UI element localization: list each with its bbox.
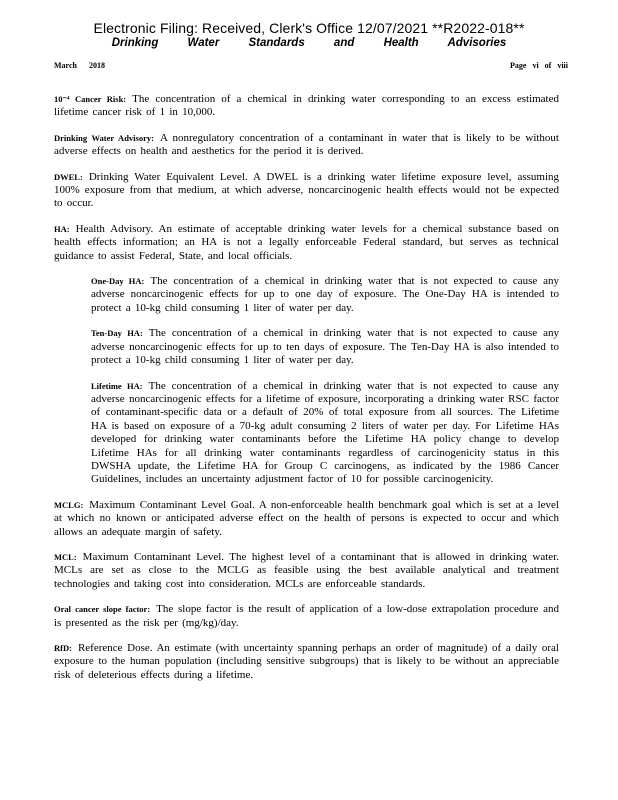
glossary-definition: Reference Dose. An estimate (with uncertainty spanning perhaps an order of magnitude) of a daily oral exposure to the human population (including sensitive subgroups) that is likely to be without an appreciable risk of deleterious effects during a lifetime. [54,642,559,681]
glossary-term: Lifetime HA: [91,380,143,391]
glossary-entry-mcl [54,551,559,591]
glossary-definition: The concentration of a chemical in drinking water that is not expected to cause any adverse noncarcinogenic effects for up to one day of exposure. The One-Day HA is intended to protect a 10-kg child consuming 1 liter of water per day. [91,275,559,314]
filing-stamp: Electronic Filing: Received, Clerk's Office 12/07/2021 **R2022-018** [93,20,525,36]
glossary-definition: A nonregulatory concentration of a contaminant in water that is likely to be without adverse effects on health and aesthetics for the period it is derived. [54,131,559,158]
glossary-definition: Maximum Contaminant Level Goal. A non-enforceable health benchmark goal which is set at a level at which no known or anticipated adverse effect on the health of persons is expected to occur and which allows an adequate margin of safety. [54,498,559,538]
glossary-term: MCLG: [54,499,84,510]
glossary-entry-lifetime-ha [91,380,559,487]
glossary [54,93,559,694]
glossary-entry-one-day-ha [91,275,559,315]
glossary-definition: The concentration of a chemical in drinking water that is not expected to cause any adverse noncarcinogenic effects for a lifetime of exposure, incorporating a drinking water RSC factor of contaminant-specific data or a default of 20% of total exposure from all sources. The Lifetime HA is based on exposure of a 70-kg adult consuming 2 liters of water per day. For Lifetime HAs developed for drinking water contaminants before the Lifetime HA policy change to develop Lifetime HAs for all drinking water contaminants regardless of carcinogenicity status in this DWSHA update, the Lifetime HA for Group C carcinogens, as indicated by the 1986 Cancer Guidelines, includes an uncertainty adjustment factor of 10 for possible carcinogenicity. [91,379,559,486]
glossary-term: Oral cancer slope factor: [54,604,151,615]
glossary-definition: Maximum Contaminant Level. The highest level of a contaminant that is allowed in drinking water. MCLs are set as close to the MCLG as feasible using the best available analytical and treatment technologies and taking cost into consideration. MCLs are enforceable standards. [54,550,559,590]
glossary-term: 10⁻⁴ Cancer Risk: [54,94,127,104]
glossary-term: One-Day HA: [91,276,145,287]
glossary-entry-ten-day-ha [91,327,559,367]
glossary-term: Ten-Day HA: [91,328,143,339]
document-date: March 2018 [54,61,105,70]
glossary-term: DWEL: [54,171,83,182]
glossary-term: HA: [54,223,70,234]
glossary-entry-drinking-water-advisory [54,132,559,159]
glossary-definition: The slope factor is the result of application of a low-dose extrapolation procedure and is presented as the risk per (mg/kg)/day. [54,603,559,629]
glossary-entry-mclg [54,499,559,539]
glossary-entry-ha [54,223,559,263]
glossary-definition: Drinking Water Equivalent Level. A DWEL is a drinking water lifetime exposure level, assuming 100% exposure from that medium, at which adverse, noncarcinogenic health effects would not be expected to occur. [54,170,559,210]
page-number: Page vi of viii [510,61,568,70]
glossary-entry-rfd [54,642,559,682]
glossary-definition: The concentration of a chemical in drinking water that is not expected to cause any adverse noncarcinogenic effects for up to ten days of exposure. The Ten-Day HA is also intended to protect a 10-kg child consuming 1 liter of water per day. [91,327,559,367]
glossary-term: MCL: [54,551,77,562]
glossary-term: RfD: [54,643,72,653]
glossary-definition: The concentration of a chemical in drinking water corresponding to an excess estimated lifetime cancer risk of 1 in 10,000. [54,93,559,119]
glossary-definition: Health Advisory. An estimate of acceptable drinking water levels for a chemical substance based on health effects information; an HA is not a legally enforceable Federal standard, but serves as technical guidance to assist Federal, State, and local officials. [54,222,559,262]
glossary-entry-cancer-risk [54,93,559,120]
glossary-entry-oral-cancer-slope-factor [54,603,559,630]
glossary-term: Drinking Water Advisory: [54,132,154,143]
document-title: Drinking Water Standards and Health Advisories [111,37,507,49]
glossary-entry-dwel [54,171,559,211]
